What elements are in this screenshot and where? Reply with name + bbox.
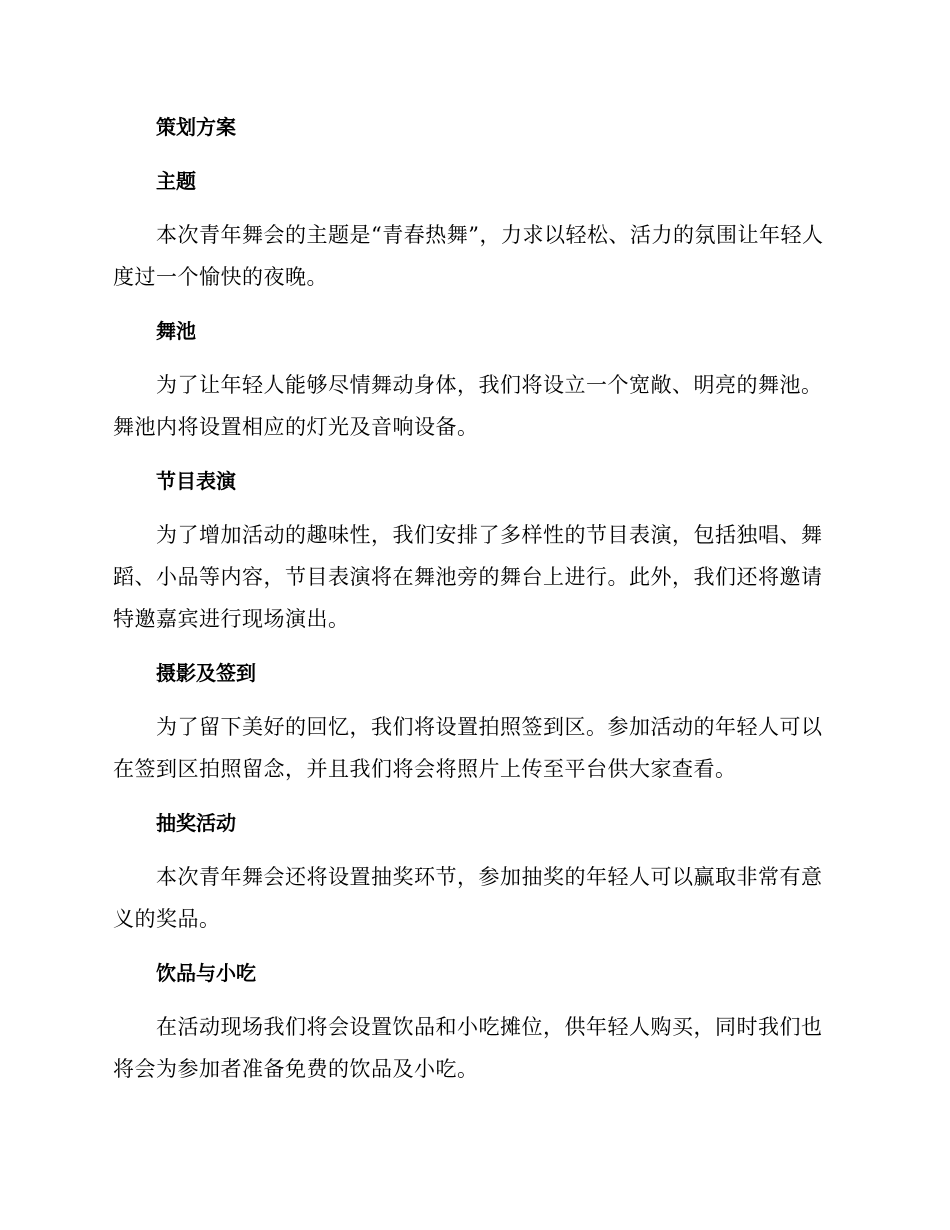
section-heading-lottery: 抽奖活动 bbox=[156, 811, 236, 835]
spacer bbox=[113, 790, 833, 802]
spacer bbox=[113, 940, 833, 952]
section-heading-photo-checkin: 摄影及签到 bbox=[156, 661, 256, 685]
section-text-dance-floor: 为了让年轻人能够尽情舞动身体，我们将设立一个宽敞、明亮的舞池。舞池内将设置相应的灯光及音响设备。 bbox=[113, 373, 823, 439]
document-title: 策划方案 bbox=[156, 115, 236, 139]
document-body bbox=[113, 106, 833, 1090]
spacer bbox=[113, 694, 833, 706]
section-heading-food-drinks: 饮品与小吃 bbox=[156, 961, 256, 985]
spacer bbox=[113, 994, 833, 1006]
section-text-theme: 本次青年舞会的主题是“青春热舞”，力求以轻松、活力的氛围让年轻人度过一个愉快的夜晚。 bbox=[113, 223, 824, 289]
section-text-performances: 为了增加活动的趣味性，我们安排了多样性的节目表演，包括独唱、舞蹈、小品等内容，节目表演将在舞池旁的舞台上进行。此外，我们还将邀请特邀嘉宾进行现场演出。 bbox=[113, 523, 823, 631]
spacer bbox=[113, 502, 833, 514]
spacer bbox=[113, 640, 833, 652]
section-heading-performances: 节目表演 bbox=[156, 469, 236, 493]
spacer bbox=[113, 844, 833, 856]
section-heading-dance-floor: 舞池 bbox=[156, 319, 196, 343]
spacer bbox=[113, 352, 833, 364]
spacer bbox=[113, 298, 833, 310]
spacer bbox=[113, 148, 833, 160]
section-heading-theme: 主题 bbox=[156, 169, 196, 193]
spacer bbox=[113, 202, 833, 214]
section-text-lottery: 本次青年舞会还将设置抽奖环节，参加抽奖的年轻人可以赢取非常有意义的奖品。 bbox=[113, 865, 823, 931]
section-text-photo-checkin: 为了留下美好的回忆，我们将设置拍照签到区。参加活动的年轻人可以在签到区拍照留念，并且我们将会将照片上传至平台供大家查看。 bbox=[113, 715, 823, 781]
spacer bbox=[113, 448, 833, 460]
section-text-food-drinks: 在活动现场我们将会设置饮品和小吃摊位，供年轻人购买，同时我们也将会为参加者准备免费的饮品及小吃。 bbox=[113, 1015, 823, 1081]
